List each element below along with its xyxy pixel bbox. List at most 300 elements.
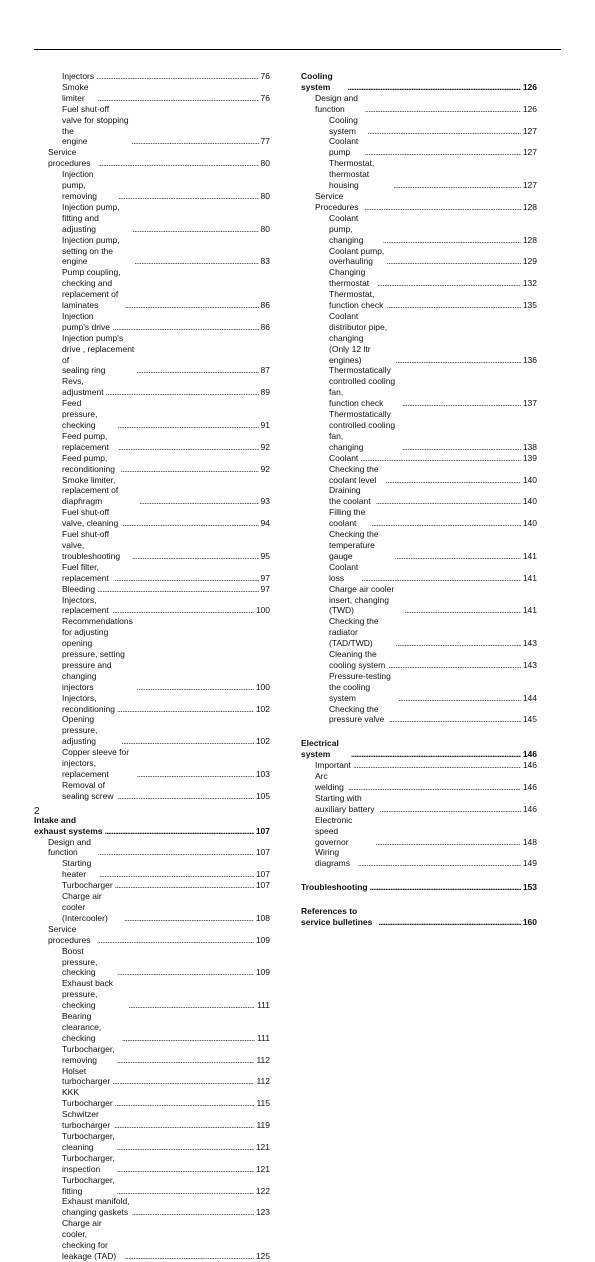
toc-entry[interactable]	[34, 311, 270, 333]
toc-dot-leader	[117, 1055, 255, 1066]
toc-dot-leader	[121, 736, 253, 747]
toc-entry-page: 144	[522, 692, 537, 703]
toc-entry-title: Filling the coolant	[329, 507, 366, 529]
toc-entry[interactable]	[301, 311, 537, 366]
toc-entry-page: 129	[522, 256, 537, 267]
toc-entry-page: 102	[255, 736, 270, 747]
toc-dot-leader	[117, 1142, 254, 1153]
toc-dot-leader	[367, 126, 520, 137]
toc-dot-leader	[118, 442, 258, 453]
toc-entry-page: 145	[522, 714, 537, 725]
toc-entry[interactable]	[301, 671, 537, 704]
toc-entry-page: 140	[522, 518, 537, 529]
toc-entry[interactable]	[34, 431, 270, 453]
toc-entry[interactable]	[34, 1153, 270, 1175]
toc-dot-leader	[112, 605, 254, 616]
toc-entry-page: 112	[256, 1054, 270, 1065]
toc-entry-page: 107	[255, 825, 270, 836]
toc-entry-title: Design and function	[315, 92, 359, 114]
toc-entry-page: 109	[255, 967, 270, 978]
toc-section-heading[interactable]	[301, 738, 537, 760]
toc-entry[interactable]	[34, 858, 270, 880]
toc-entry[interactable]	[34, 1044, 270, 1066]
toc-entry-page: 86	[260, 300, 270, 311]
toc-dot-leader	[122, 1033, 255, 1044]
toc-entry-page: 126	[522, 81, 537, 92]
toc-entry-title: Coolant pump, overhauling	[329, 245, 385, 267]
toc-entry-title: Bleeding	[62, 583, 96, 594]
toc-dot-leader	[99, 869, 254, 880]
toc-entry[interactable]	[34, 780, 270, 802]
toc-entry[interactable]	[34, 1196, 270, 1218]
toc-entry-title: Coolant pump	[329, 136, 359, 158]
toc-entry-page: 135	[522, 300, 537, 311]
toc-entry[interactable]	[34, 104, 270, 148]
toc-entry-title: Coolant pump, changing	[329, 212, 364, 245]
toc-dot-leader	[118, 791, 254, 802]
toc-dot-leader	[137, 769, 254, 780]
toc-dot-leader	[348, 82, 521, 93]
toc-entry-title: Turbocharger, inspection	[62, 1152, 115, 1174]
toc-dot-leader	[376, 496, 521, 507]
toc-entry-title: Opening pressure, adjusting	[62, 714, 98, 747]
toc-entry[interactable]	[301, 485, 537, 507]
toc-entry[interactable]	[301, 760, 537, 771]
toc-entry[interactable]	[34, 595, 270, 617]
toc-entry-title: Pump coupling, checking and replacement of laminates	[62, 267, 121, 311]
toc-entry[interactable]	[34, 1066, 270, 1088]
toc-dot-leader	[115, 1098, 255, 1109]
toc-dot-leader	[395, 551, 521, 562]
toc-entry-page: 86	[260, 321, 270, 332]
toc-dot-leader	[115, 880, 254, 891]
toc-entry[interactable]	[301, 365, 537, 409]
toc-dot-leader	[370, 882, 521, 893]
toc-entry-title: Electrical system	[301, 738, 339, 760]
toc-dot-leader	[117, 967, 254, 978]
toc-entry[interactable]	[34, 924, 270, 946]
toc-entry-page: 121	[255, 1141, 270, 1152]
toc-entry-page: 140	[522, 496, 537, 507]
toc-entry[interactable]	[301, 584, 537, 617]
toc-dot-leader	[132, 1207, 254, 1218]
toc-entry-title: Injection pump, removing	[62, 169, 97, 201]
toc-entry-title: Checking the temperature gauge	[329, 529, 379, 561]
toc-entry[interactable]	[34, 891, 270, 924]
toc-entry-page: 139	[522, 452, 537, 463]
toc-entry[interactable]	[301, 246, 537, 268]
toc-entry-title: Injectors	[62, 71, 95, 81]
toc-entry-page: 76	[260, 71, 270, 81]
toc-entry-page: 107	[255, 880, 270, 891]
toc-entry-page: 141	[522, 605, 537, 616]
toc-entry-title: Copper sleeve for injectors, replacement	[62, 747, 130, 779]
toc-entry-page: 100	[255, 681, 270, 692]
toc-dot-leader	[396, 638, 521, 649]
toc-entry[interactable]	[34, 747, 270, 780]
toc-entry-page: 91	[260, 420, 270, 430]
toc-entry-page: 109	[255, 934, 270, 945]
toc-dot-leader	[402, 442, 521, 453]
toc-dot-leader	[380, 804, 521, 815]
toc-entry[interactable]	[301, 136, 537, 158]
toc-section-heading[interactable]	[34, 815, 270, 837]
toc-dot-leader	[98, 158, 259, 169]
toc-entry[interactable]	[301, 409, 537, 453]
toc-entry-page: 115	[256, 1098, 270, 1109]
toc-dot-leader	[388, 660, 520, 671]
toc-entry[interactable]	[34, 202, 270, 235]
toc-entry[interactable]	[34, 529, 270, 562]
toc-entry-title: Design and function	[48, 836, 92, 858]
toc-entry-title: Cooling system	[329, 114, 358, 136]
toc-entry-title: Recommendations for adjusting opening pressure, setting pressure and changing injectors	[62, 616, 133, 692]
toc-entry-page: 80	[260, 223, 270, 234]
toc-dot-leader	[96, 71, 258, 82]
toc-entry-page: 136	[522, 354, 537, 365]
toc-entry-title: Removal of sealing screw	[62, 779, 114, 801]
toc-entry-title: Wiring diagrams	[315, 847, 350, 869]
toc-entry[interactable]	[34, 1218, 270, 1262]
toc-entry-page: 76	[260, 92, 270, 103]
toc-entry-title: Checking the pressure valve	[329, 703, 385, 725]
toc-entry-page: 83	[260, 256, 270, 267]
toc-entry-page: 146	[522, 749, 537, 760]
toc-entry[interactable]	[34, 147, 270, 169]
toc-dot-leader	[124, 913, 254, 924]
toc-entry-title: Changing thermostat	[329, 267, 370, 289]
toc-entry-title: Schwitzer turbocharger	[62, 1109, 111, 1131]
toc-entry[interactable]	[34, 507, 270, 529]
toc-entry-title: Charge air cooler insert, changing (TWD)	[329, 583, 395, 616]
toc-entry-page: 127	[522, 180, 537, 191]
toc-entry-page: 80	[260, 158, 270, 169]
toc-entry-page: 111	[257, 1000, 270, 1011]
toc-entry[interactable]	[34, 267, 270, 311]
toc-entry[interactable]	[301, 158, 537, 191]
toc-left-column	[34, 71, 270, 1262]
toc-entry-title: Service procedures	[48, 923, 91, 945]
toc-entry-title: Feed pump, reconditioning	[62, 452, 115, 474]
toc-entry-title: Bearing clearance, checking	[62, 1011, 102, 1043]
toc-entry-page: 148	[522, 836, 537, 847]
toc-dot-leader	[351, 749, 521, 760]
toc-dot-leader	[389, 714, 521, 725]
toc-entry-title: Checking the coolant level	[329, 463, 379, 485]
toc-section-heading[interactable]	[301, 906, 537, 928]
toc-entry-page: 141	[522, 550, 537, 561]
toc-entry[interactable]	[301, 289, 537, 311]
toc-entry-title: Draining the coolant	[329, 485, 371, 507]
toc-entry-title: Feed pressure, checking	[62, 398, 98, 430]
toc-entry[interactable]	[34, 82, 270, 104]
toc-entry-title: Service Procedures	[315, 190, 359, 212]
toc-entry-title: Boost pressure, checking	[62, 945, 98, 978]
toc-entry-page: 121	[255, 1163, 270, 1174]
toc-entry[interactable]	[34, 562, 270, 584]
toc-dot-leader	[125, 300, 259, 311]
toc-dot-leader	[398, 693, 521, 704]
toc-entry-page: 146	[522, 760, 537, 771]
toc-entry-title: Service procedures	[48, 147, 91, 169]
toc-entry[interactable]	[301, 793, 537, 815]
toc-dot-leader	[117, 1164, 254, 1175]
toc-entry-title: Smoke limiter, replacement of diaphragm	[62, 474, 119, 507]
toc-entry-title: Exhaust manifold, changing gaskets	[62, 1196, 130, 1218]
toc-entry-page: 137	[522, 398, 537, 409]
toc-dot-leader	[365, 147, 521, 158]
toc-entry[interactable]	[301, 213, 537, 246]
toc-dot-leader	[114, 1120, 254, 1131]
toc-entry[interactable]	[34, 169, 270, 202]
toc-dot-leader	[117, 704, 254, 715]
toc-entry[interactable]	[34, 1109, 270, 1131]
toc-dot-leader	[361, 573, 520, 584]
toc-entry[interactable]	[34, 71, 270, 82]
toc-dot-leader	[358, 858, 521, 869]
toc-entry[interactable]	[301, 649, 537, 671]
toc-entry-page: 140	[522, 474, 537, 485]
toc-entry[interactable]	[34, 333, 270, 377]
header-rule	[34, 49, 561, 50]
toc-entry-title: Intake and exhaust systems	[34, 814, 103, 836]
toc-entry-title: Injection pump's drive	[62, 310, 110, 332]
toc-entry[interactable]	[301, 616, 537, 649]
toc-dot-leader	[98, 93, 259, 104]
toc-entry-page: 95	[260, 550, 270, 561]
toc-right-column	[301, 71, 537, 928]
toc-dot-leader	[404, 605, 520, 616]
toc-entry[interactable]	[34, 693, 270, 715]
toc-entry[interactable]	[34, 880, 270, 891]
toc-entry-page: 77	[260, 136, 270, 147]
toc-dot-leader	[114, 573, 258, 584]
toc-dot-leader	[112, 1076, 254, 1087]
toc-dot-leader	[117, 420, 258, 431]
toc-entry[interactable]	[34, 475, 270, 508]
toc-entry-title: Cleaning the cooling system	[329, 649, 386, 670]
toc-entry-page: 122	[255, 1185, 270, 1196]
toc-entry-page: 105	[255, 790, 270, 801]
toc-entry-page: 97	[260, 583, 270, 594]
toc-dot-leader	[137, 682, 254, 693]
toc-entry-title: Injectors, replacement	[62, 594, 109, 616]
toc-entry-title: Fuel shut-off valve for stopping the engine	[62, 103, 129, 147]
toc-entry-title: Turbocharger, removing	[62, 1043, 115, 1065]
toc-dot-leader	[353, 760, 521, 771]
toc-entry-page: 149	[522, 858, 537, 869]
toc-entry-page: 107	[255, 869, 270, 880]
toc-dot-leader	[378, 917, 520, 928]
toc-dot-leader	[128, 1000, 255, 1011]
toc-entry-title: Charge air cooler (Intercooler)	[62, 891, 108, 923]
toc-entry-page: 146	[522, 782, 537, 792]
toc-entry-page: 107	[255, 847, 270, 858]
toc-entry-page: 119	[256, 1120, 270, 1131]
toc-entry-page: 138	[522, 441, 537, 452]
toc-dot-leader	[386, 475, 521, 486]
toc-entry-page: 146	[522, 803, 537, 814]
toc-entry[interactable]	[34, 376, 270, 398]
toc-entry-page: 160	[522, 917, 537, 928]
toc-entry-title: Turbocharger, fitting	[62, 1174, 115, 1196]
toc-dot-leader	[387, 300, 521, 311]
toc-entry-page: 89	[260, 387, 270, 398]
toc-entry[interactable]	[301, 267, 537, 289]
toc-entry-title: Pressure-testing the cooling system	[329, 670, 391, 703]
toc-entry-title: Starting with auxiliary battery	[315, 792, 375, 814]
toc-entry-page: 92	[260, 441, 270, 452]
toc-entry-page: 103	[255, 769, 270, 779]
toc-entry-title: Thermostat, function check	[329, 289, 384, 311]
toc-entry-title: Electronic speed governor	[315, 814, 353, 847]
toc-entry[interactable]	[34, 714, 270, 747]
toc-dot-leader	[396, 355, 521, 366]
toc-entry-title: Injection pump, setting on the engine	[62, 234, 120, 267]
toc-entry[interactable]	[34, 453, 270, 475]
toc-entry-page: 123	[255, 1207, 270, 1218]
toc-dot-leader	[131, 136, 258, 147]
toc-dot-leader	[132, 551, 258, 562]
toc-entry-title: References to service bulletines	[301, 906, 373, 928]
toc-entry[interactable]	[34, 1131, 270, 1153]
toc-entry[interactable]	[34, 584, 270, 595]
toc-section-heading[interactable]	[301, 71, 537, 93]
toc-entry[interactable]	[34, 616, 270, 692]
toc-dot-leader	[377, 278, 521, 289]
toc-dot-leader	[118, 191, 258, 202]
toc-entry-title: Fuel shut-off valve, troubleshooting	[62, 529, 121, 561]
toc-entry[interactable]	[34, 837, 270, 859]
toc-entry-title: Starting heater	[62, 858, 92, 880]
toc-entry-page: 87	[260, 365, 270, 376]
toc-dot-leader	[98, 847, 254, 858]
toc-entry[interactable]	[34, 1087, 270, 1109]
toc-entry[interactable]	[301, 704, 537, 726]
toc-entry[interactable]	[301, 115, 537, 137]
toc-entry-title: Important	[315, 760, 351, 771]
toc-entry[interactable]	[34, 1011, 270, 1044]
toc-dot-leader	[132, 224, 258, 235]
toc-entry[interactable]	[301, 93, 537, 115]
toc-entry[interactable]	[34, 398, 270, 431]
toc-entry-title: Smoke limiter	[62, 81, 89, 103]
toc-dot-leader	[121, 464, 259, 475]
toc-dot-leader	[139, 496, 258, 507]
toc-entry-title: Holset turbocharger	[62, 1065, 111, 1087]
toc-entry-page: 97	[260, 572, 270, 583]
toc-entry-page: 141	[522, 572, 537, 583]
toc-entry-title: Checking the radiator (TAD/TWD)	[329, 616, 379, 649]
toc-entry-page: 102	[255, 703, 270, 714]
toc-entry[interactable]	[301, 562, 537, 584]
toc-entry-title: Coolant distributor pipe, changing (Only 12 ltr engines)	[329, 310, 388, 365]
page-number: 2	[34, 806, 40, 817]
toc-dot-leader	[97, 584, 258, 595]
toc-dot-leader	[136, 365, 258, 376]
toc-dot-leader	[97, 935, 254, 946]
toc-entry-title: Exhaust back pressure, checking	[62, 978, 114, 1011]
toc-entry[interactable]	[34, 946, 270, 979]
toc-entry[interactable]	[301, 529, 537, 562]
toc-entry-page: 112	[256, 1076, 270, 1087]
toc-dot-leader	[387, 256, 521, 267]
toc-entry[interactable]	[301, 507, 537, 529]
toc-entry-page: 153	[522, 882, 537, 893]
toc-entry-page: 80	[260, 190, 270, 201]
toc-entry-page: 128	[522, 201, 537, 212]
toc-entry-title: KKK Turbocharger	[62, 1087, 113, 1109]
toc-entry-page: 128	[522, 234, 537, 245]
toc-dot-leader	[105, 826, 254, 837]
toc-entry[interactable]	[34, 235, 270, 268]
toc-dot-leader	[125, 1251, 254, 1262]
toc-dot-leader	[393, 180, 521, 191]
toc-entry-title: Turbocharger, cleaning	[62, 1131, 115, 1152]
toc-entry-page: 143	[522, 659, 537, 670]
toc-entry-title: Fuel shut-off valve, cleaning	[62, 507, 119, 529]
toc-entry-page: 93	[260, 496, 270, 507]
toc-entry-title: Injection pump's drive , replacement of sealing ring	[62, 332, 135, 376]
toc-dot-leader	[402, 398, 521, 409]
toc-entry-page: 127	[522, 147, 537, 158]
toc-entry[interactable]	[34, 978, 270, 1011]
toc-dot-leader	[383, 235, 521, 246]
toc-entry-title: Coolant	[329, 452, 359, 463]
toc-entry-title: Charge air cooler, checking for leakage (TAD)	[62, 1218, 117, 1261]
toc-dot-leader	[134, 256, 258, 267]
toc-dot-leader	[365, 104, 521, 115]
toc-entry[interactable]	[301, 815, 537, 848]
toc-entry-page: 125	[255, 1250, 270, 1261]
toc-entry-page: 111	[257, 1032, 270, 1043]
toc-entry-title: Thermostatically controlled cooling fan, function check	[329, 365, 396, 409]
toc-dot-leader	[364, 202, 521, 213]
toc-entry-page: 126	[522, 103, 537, 114]
toc-entry-page: 127	[522, 125, 537, 136]
toc-entry-title: Troubleshooting	[301, 882, 368, 893]
toc-section-heading[interactable]	[301, 882, 537, 893]
toc-entry-title: Arc welding	[315, 771, 344, 792]
toc-entry-title: Fuel filter, replacement	[62, 561, 109, 583]
toc-dot-leader	[371, 518, 521, 529]
toc-entry-title: Revs, adjustment	[62, 376, 104, 398]
toc-entry-title: Thermostatically controlled cooling fan, changing	[329, 409, 396, 452]
toc-entry[interactable]	[301, 453, 537, 464]
toc-dot-leader	[348, 782, 521, 793]
toc-entry-title: Thermostat, thermostat housing	[329, 158, 375, 191]
toc-entry[interactable]	[301, 464, 537, 486]
toc-entry-title: Injectors, reconditioning	[62, 692, 115, 714]
toc-entry-title: Coolant loss	[329, 561, 359, 583]
toc-entry-page: 132	[522, 278, 537, 289]
toc-dot-leader	[360, 453, 521, 464]
toc-entry[interactable]	[301, 191, 537, 213]
toc-entry[interactable]	[301, 847, 537, 869]
toc-entry[interactable]	[34, 1175, 270, 1197]
toc-entry-page: 100	[255, 605, 270, 616]
toc-entry-title: Cooling system	[301, 71, 333, 92]
toc-dot-leader	[117, 1186, 254, 1197]
toc-entry-title: Injection pump, fitting and adjusting	[62, 201, 120, 234]
toc-entry[interactable]	[301, 771, 537, 793]
toc-entry-page: 92	[260, 463, 270, 474]
toc-entry-page: 143	[522, 638, 537, 649]
toc-entry-page: 108	[255, 912, 270, 923]
toc-entry-title: Turbocharger	[62, 880, 113, 891]
toc-dot-leader	[123, 518, 259, 529]
toc-entry-title: Feed pump, replacement	[62, 430, 109, 452]
